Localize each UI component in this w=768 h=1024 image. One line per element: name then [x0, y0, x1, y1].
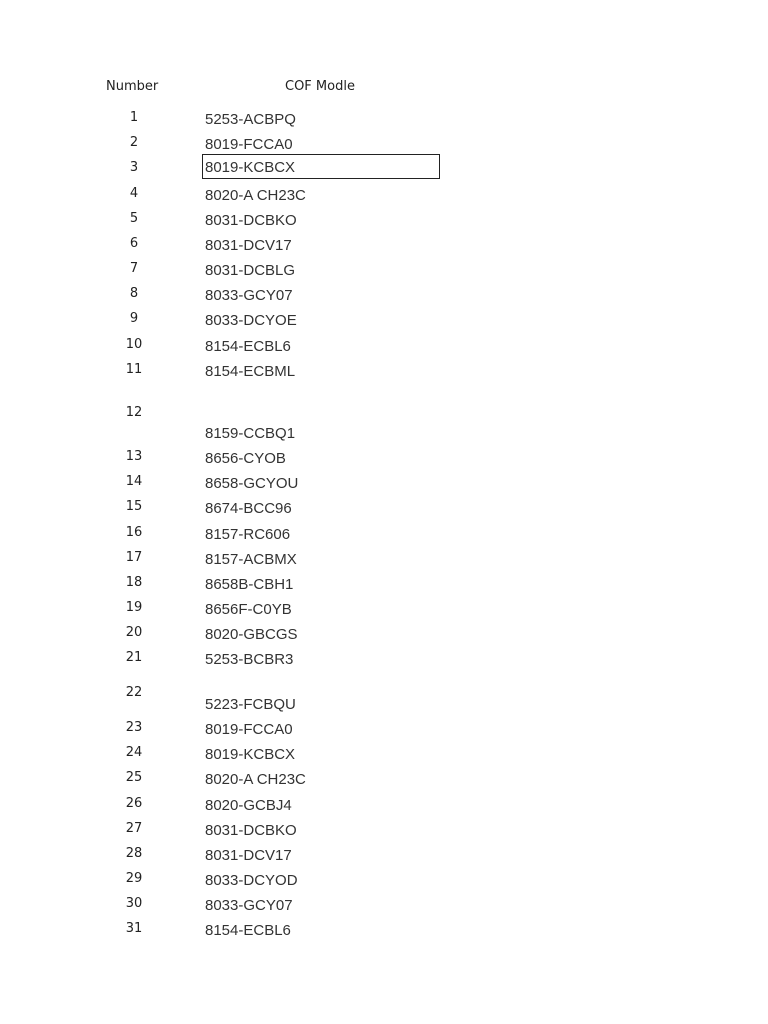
- model-cell[interactable]: 8031-DCBKO: [205, 822, 297, 839]
- number-column-header[interactable]: Number: [106, 79, 159, 94]
- row-number[interactable]: 26: [125, 796, 143, 811]
- row-number[interactable]: 6: [129, 236, 139, 251]
- row-number[interactable]: 28: [125, 846, 143, 861]
- model-cell[interactable]: 8019-KCBCX: [205, 159, 296, 176]
- model-cell[interactable]: 8658B-CBH1: [205, 576, 294, 593]
- row-number[interactable]: 12: [125, 405, 143, 420]
- row-number[interactable]: 17: [125, 550, 143, 565]
- model-column-header[interactable]: COF Modle: [285, 79, 355, 94]
- row-number[interactable]: 9: [129, 311, 139, 326]
- row-number[interactable]: 19: [125, 600, 143, 615]
- row-number[interactable]: 31: [125, 921, 143, 936]
- row-number[interactable]: 25: [125, 770, 143, 785]
- row-number[interactable]: 3: [129, 160, 139, 175]
- model-cell[interactable]: 8033-GCY07: [205, 287, 293, 304]
- model-cell[interactable]: 8020-GBCGS: [205, 626, 298, 643]
- row-number[interactable]: 24: [125, 745, 143, 760]
- row-number[interactable]: 8: [129, 286, 139, 301]
- model-cell[interactable]: 8031-DCV17: [205, 237, 292, 254]
- model-cell[interactable]: 8159-CCBQ1: [205, 425, 296, 442]
- model-cell[interactable]: 8674-BCC96: [205, 500, 292, 517]
- model-cell[interactable]: 8656-CYOB: [205, 450, 286, 467]
- row-number[interactable]: 16: [125, 525, 143, 540]
- row-number[interactable]: 7: [129, 261, 139, 276]
- model-cell[interactable]: 8031-DCV17: [205, 847, 292, 864]
- model-cell[interactable]: 8019-KCBCX: [205, 746, 296, 763]
- model-cell[interactable]: 8033-DCYOE: [205, 312, 297, 329]
- model-cell[interactable]: 8020-A CH23C: [205, 187, 306, 204]
- model-cell[interactable]: 8157-ACBMX: [205, 551, 297, 568]
- row-number[interactable]: 1: [129, 110, 139, 125]
- model-cell[interactable]: 8019-FCCA0: [205, 721, 293, 738]
- row-number[interactable]: 14: [125, 474, 143, 489]
- row-number[interactable]: 23: [125, 720, 143, 735]
- model-cell[interactable]: 8031-DCBLG: [205, 262, 296, 279]
- model-cell[interactable]: 5253-BCBR3: [205, 651, 294, 668]
- row-number[interactable]: 2: [129, 135, 139, 150]
- model-cell[interactable]: 8020-GCBJ4: [205, 797, 292, 814]
- row-number[interactable]: 20: [125, 625, 143, 640]
- row-number[interactable]: 27: [125, 821, 143, 836]
- row-number[interactable]: 18: [125, 575, 143, 590]
- model-cell[interactable]: 8154-ECBML: [205, 363, 296, 380]
- model-cell[interactable]: 8033-DCYOD: [205, 872, 298, 889]
- row-number[interactable]: 4: [129, 186, 139, 201]
- model-cell[interactable]: 8656F-C0YB: [205, 601, 292, 618]
- model-cell[interactable]: 8154-ECBL6: [205, 922, 291, 939]
- row-number[interactable]: 10: [125, 337, 143, 352]
- row-number[interactable]: 21: [125, 650, 143, 665]
- row-number[interactable]: 22: [125, 685, 143, 700]
- row-number[interactable]: 11: [125, 362, 143, 377]
- row-number[interactable]: 30: [125, 896, 143, 911]
- model-cell[interactable]: 8154-ECBL6: [205, 338, 291, 355]
- model-cell[interactable]: 8020-A CH23C: [205, 771, 306, 788]
- model-cell[interactable]: 8019-FCCA0: [205, 136, 293, 153]
- row-number[interactable]: 29: [125, 871, 143, 886]
- row-number[interactable]: 15: [125, 499, 143, 514]
- model-cell[interactable]: 8033-GCY07: [205, 897, 293, 914]
- row-number[interactable]: 5: [129, 211, 139, 226]
- row-number[interactable]: 13: [125, 449, 143, 464]
- model-cell[interactable]: 8031-DCBKO: [205, 212, 297, 229]
- model-cell[interactable]: 5223-FCBQU: [205, 696, 296, 713]
- model-cell[interactable]: 8658-GCYOU: [205, 475, 299, 492]
- model-cell[interactable]: 5253-ACBPQ: [205, 111, 296, 128]
- model-cell[interactable]: 8157-RC606: [205, 526, 291, 543]
